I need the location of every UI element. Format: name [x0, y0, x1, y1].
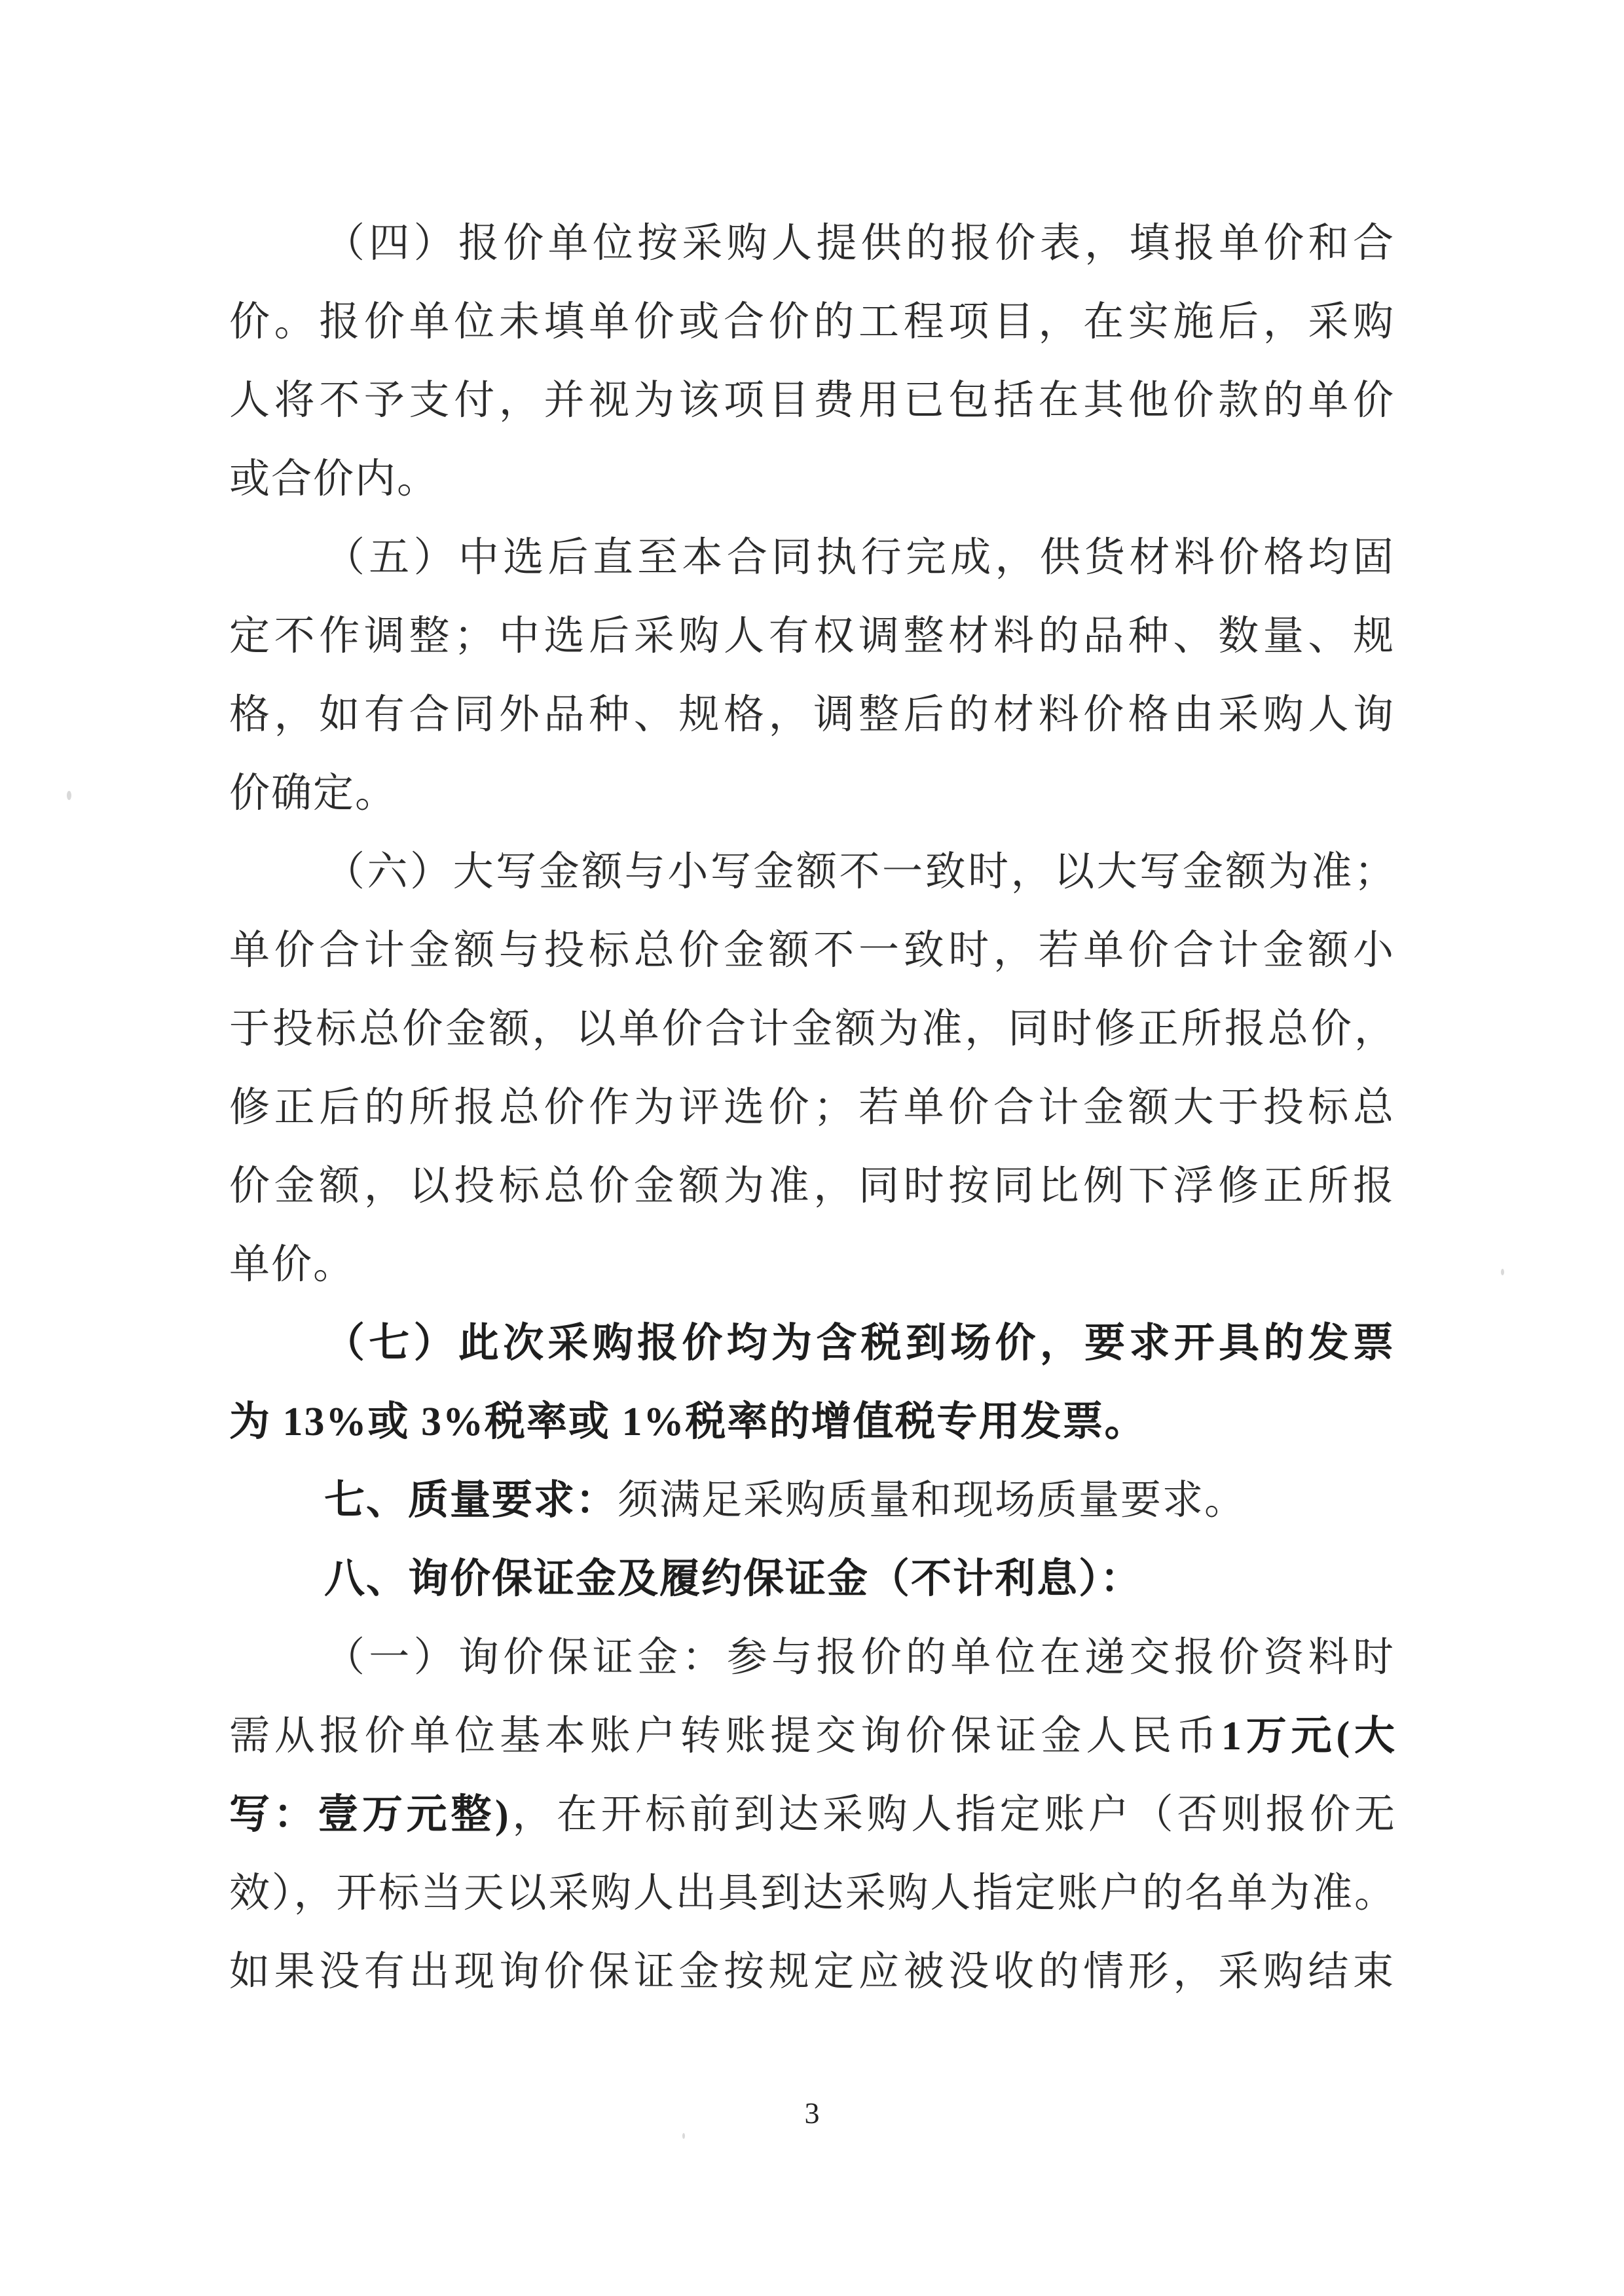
text-line [229, 1618, 1395, 1697]
text-line [229, 519, 1395, 597]
text-line [229, 911, 1395, 990]
bold-text-segment: 写：壹万元整) [229, 1793, 509, 1837]
text-line [229, 597, 1395, 676]
document-body [229, 204, 1395, 2011]
text-segment: （一）询价保证金：参与报价的单位在递交报价资料时 [324, 1635, 1395, 1680]
text-line [229, 1776, 1395, 1854]
text-segment: ，在开标前到达采购人指定账户（否则报价无 [508, 1793, 1395, 1837]
text-segment: 效），开标当天以采购人出具到达采购人指定账户的名单为准。 [229, 1871, 1395, 1916]
bold-text-segment: 八、询价保证金及履约保证金（不计利息）： [324, 1557, 1143, 1601]
text-segment: 价确定。 [229, 771, 397, 816]
text-segment: 需从报价单位基本账户转账提交询价保证金人民币 [229, 1714, 1221, 1758]
text-segment: 单价合计金额与投标总价金额不一致时，若单价合计金额小 [229, 928, 1395, 973]
text-segment: 格，如有合同外品种、规格，调整后的材料价格由采购人询 [229, 693, 1395, 737]
text-line [229, 676, 1395, 754]
text-segment: 价金额，以投标总价金额为准，同时按同比例下浮修正所报 [229, 1164, 1395, 1209]
text-line [229, 1383, 1395, 1461]
text-line [229, 1854, 1395, 1933]
text-line [229, 1226, 1395, 1304]
bold-text-segment: 七、质量要求： [324, 1478, 618, 1523]
text-line [229, 440, 1395, 519]
text-segment: 定不作调整；中选后采购人有权调整材料的品种、数量、规 [229, 614, 1395, 659]
text-line [229, 204, 1395, 283]
text-line [229, 361, 1395, 440]
text-segment: 单价。 [229, 1243, 356, 1287]
text-line [229, 1540, 1395, 1618]
text-segment: （五）中选后直至本合同执行完成，供货材料价格均固 [324, 536, 1395, 580]
text-segment: 于投标总价金额，以单价合计金额为准，同时修正所报总价， [229, 1007, 1395, 1051]
bold-text-segment: （七）此次采购报价均为含税到场价，要求开具的发票 [324, 1321, 1395, 1366]
text-line [229, 283, 1395, 361]
text-segment: 价。报价单位未填单价或合价的工程项目，在实施后，采购 [229, 300, 1395, 344]
page-number: 3 [804, 2096, 820, 2130]
bold-text-segment: 1万元(大 [1221, 1714, 1395, 1758]
text-segment: （六）大写金额与小写金额不一致时，以大写金额为准； [324, 850, 1395, 894]
text-segment: 须满足采购质量和现场质量要求。 [618, 1478, 1247, 1523]
text-line [229, 1147, 1395, 1226]
text-segment: （四）报价单位按采购人提供的报价表，填报单价和合 [324, 221, 1395, 266]
text-segment: 人将不予支付，并视为该项目费用已包括在其他价款的单价 [229, 378, 1395, 423]
text-line [229, 754, 1395, 833]
scan-speck [1501, 1269, 1504, 1275]
text-line [229, 833, 1395, 911]
text-line [229, 1697, 1395, 1776]
text-segment: 修正后的所报总价作为评选价；若单价合计金额大于投标总 [229, 1085, 1395, 1130]
text-line [229, 990, 1395, 1068]
scan-speck [67, 791, 71, 800]
text-segment: 或合价内。 [229, 457, 439, 501]
text-line [229, 1304, 1395, 1383]
text-line [229, 1933, 1395, 2011]
scan-speck [682, 2133, 685, 2139]
text-segment: 如果没有出现询价保证金按规定应被没收的情形，采购结束 [229, 1950, 1395, 1994]
bold-text-segment: 为 13%或 3%税率或 1%税率的增值税专用发票。 [229, 1400, 1147, 1444]
text-line [229, 1461, 1395, 1540]
text-line [229, 1068, 1395, 1147]
